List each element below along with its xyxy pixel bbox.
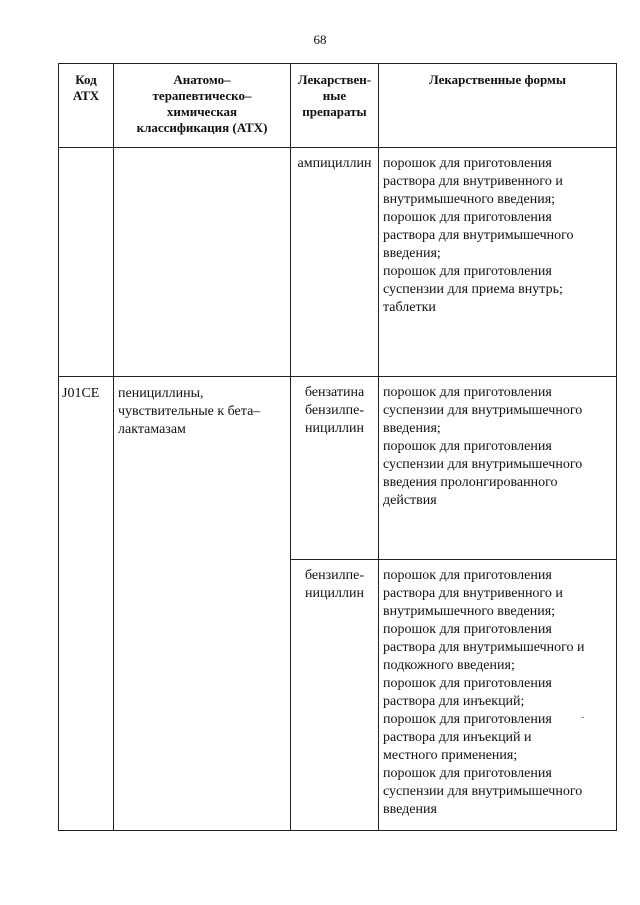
table-header-row bbox=[59, 64, 617, 148]
header-line: химическая bbox=[166, 104, 238, 119]
form-line: порошок для приготовления bbox=[383, 264, 552, 279]
header-line: Код bbox=[75, 72, 97, 87]
stray-mark: - bbox=[581, 712, 585, 723]
form-line: раствора для внутримышечного bbox=[383, 228, 574, 243]
drug-cell bbox=[291, 148, 379, 377]
form-line: раствора для внутривенного и bbox=[383, 174, 563, 189]
form-line: введения; bbox=[383, 246, 441, 261]
form-line: суспензии для внутримышечного bbox=[383, 784, 583, 799]
form-line: местного применения; bbox=[383, 748, 518, 763]
atx-table bbox=[58, 63, 617, 831]
form-line: порошок для приготовления bbox=[383, 210, 552, 225]
drug-name: бензатина bbox=[304, 385, 365, 400]
header-line: Лекарствен- bbox=[297, 72, 372, 87]
drug-cell bbox=[291, 560, 379, 831]
form-line: раствора для инъекций и bbox=[383, 730, 532, 745]
classification-line: пенициллины, bbox=[118, 386, 204, 401]
form-line: внутримышечного введения; bbox=[383, 604, 556, 619]
forms-cell bbox=[379, 377, 617, 560]
classification-line: чувствительные к бета– bbox=[118, 404, 261, 419]
drug-name: бензилпе- bbox=[304, 403, 365, 418]
header-classification bbox=[114, 64, 291, 148]
form-line: порошок для приготовления bbox=[383, 439, 552, 454]
form-line: действия bbox=[383, 493, 437, 508]
drug-name: нициллин bbox=[305, 586, 364, 601]
form-line: порошок для приготовления bbox=[383, 712, 552, 727]
form-line: подкожного введения; bbox=[383, 658, 515, 673]
form-line: суспензии для внутримышечного bbox=[383, 457, 583, 472]
atx-code-cell bbox=[59, 148, 114, 377]
drug-cell bbox=[291, 377, 379, 560]
drug-name: бензилпе- bbox=[304, 568, 365, 583]
table-row bbox=[59, 148, 617, 377]
form-line: раствора для внутримышечного и bbox=[383, 640, 585, 655]
form-line: порошок для приготовления bbox=[383, 156, 552, 171]
header-forms bbox=[379, 64, 617, 148]
header-line: АТХ bbox=[72, 88, 100, 103]
forms-cell bbox=[379, 560, 617, 831]
forms-cell bbox=[379, 148, 617, 377]
classification-line: лактамазам bbox=[118, 422, 186, 437]
header-line: Анатомо– bbox=[173, 72, 231, 87]
header-line: ные bbox=[322, 88, 347, 103]
form-line: порошок для приготовления bbox=[383, 766, 552, 781]
header-code bbox=[59, 64, 114, 148]
form-line: порошок для приготовления bbox=[383, 676, 552, 691]
header-drugs bbox=[291, 64, 379, 148]
form-line: внутримышечного введения; bbox=[383, 192, 556, 207]
form-line: введения; bbox=[383, 421, 441, 436]
form-line: введения пролонгированного bbox=[383, 475, 558, 490]
classification-cell bbox=[114, 148, 291, 377]
page-number: 68 bbox=[313, 32, 327, 47]
form-line: порошок для приготовления bbox=[383, 622, 552, 637]
form-line: суспензии для внутримышечного bbox=[383, 403, 583, 418]
form-line: порошок для приготовления bbox=[383, 568, 552, 583]
table-row bbox=[59, 377, 617, 560]
header-line: терапевтическо– bbox=[152, 88, 252, 103]
classification-cell bbox=[114, 377, 291, 831]
header-line: классификация (АТХ) bbox=[136, 120, 268, 135]
drug-name: нициллин bbox=[305, 421, 364, 436]
form-line: введения bbox=[383, 802, 437, 817]
form-line: таблетки bbox=[383, 300, 436, 315]
drug-name: ампициллин bbox=[297, 156, 372, 171]
form-line: порошок для приготовления bbox=[383, 385, 552, 400]
atx-code-cell: J01CE bbox=[59, 377, 114, 831]
form-line: раствора для инъекций; bbox=[383, 694, 525, 709]
form-line: раствора для внутривенного и bbox=[383, 586, 563, 601]
header-line: препараты bbox=[302, 104, 367, 119]
header-line: Лекарственные формы bbox=[428, 72, 567, 87]
form-line: суспензии для приема внутрь; bbox=[383, 282, 563, 297]
